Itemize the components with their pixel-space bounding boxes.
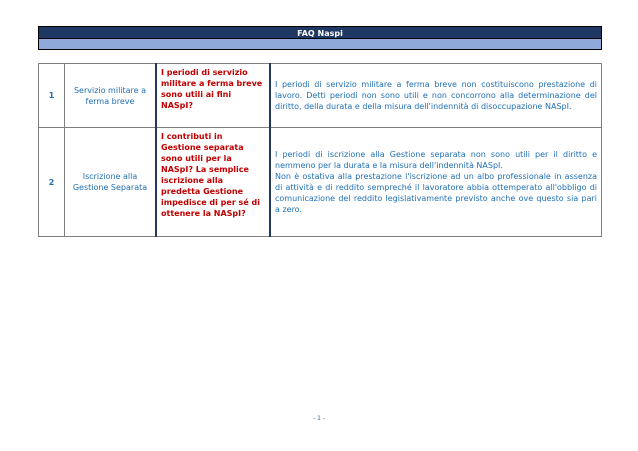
faq-table (38, 63, 602, 237)
row-number: 2 (39, 128, 65, 237)
table-row (39, 64, 602, 128)
header-stripe (38, 39, 602, 50)
row-answer (270, 128, 602, 237)
row-topic: Servizio militare a ferma breve (65, 64, 157, 128)
page-number: - 1 - (313, 415, 325, 422)
table-row (39, 128, 602, 237)
answer-paragraph: I periodi di iscrizione alla Gestione separata non sono utili per il diritto e nemmeno per la durata e la misura dell'indennità NASpI. (275, 150, 597, 170)
header-title-bar (38, 26, 602, 39)
row-answer (270, 64, 602, 128)
answer-paragraph: Non è ostativa alla prestazione l'iscrizione ad un albo professionale in assenza di attività e di reddito sempreché il lavoratore abbia ottemperato all'obbligo di comunicazione del reddito legislativamente previsto anche ove questo sia pari a zero. (275, 172, 597, 214)
row-number: 1 (39, 64, 65, 128)
row-question: I periodi di servizio militare a ferma breve sono utili ai fini NASpI? (156, 64, 270, 128)
answer-paragraph: I periodi di servizio militare a ferma breve non costituiscono prestazione di lavoro. Detti periodi non sono utili e non concorrono alla determinazione del diritto, della durata e della misura dell'indennità di disoccupazione NASpI. (275, 80, 597, 111)
page-title: FAQ Naspi (297, 29, 343, 38)
row-question: I contributi in Gestione separata sono utili per la NASpI? La semplice iscrizione alla predetta Gestione impedisce di per sé di ottenere la NASpI? (156, 128, 270, 237)
row-topic: Iscrizione alla Gestione Separata (65, 128, 157, 237)
